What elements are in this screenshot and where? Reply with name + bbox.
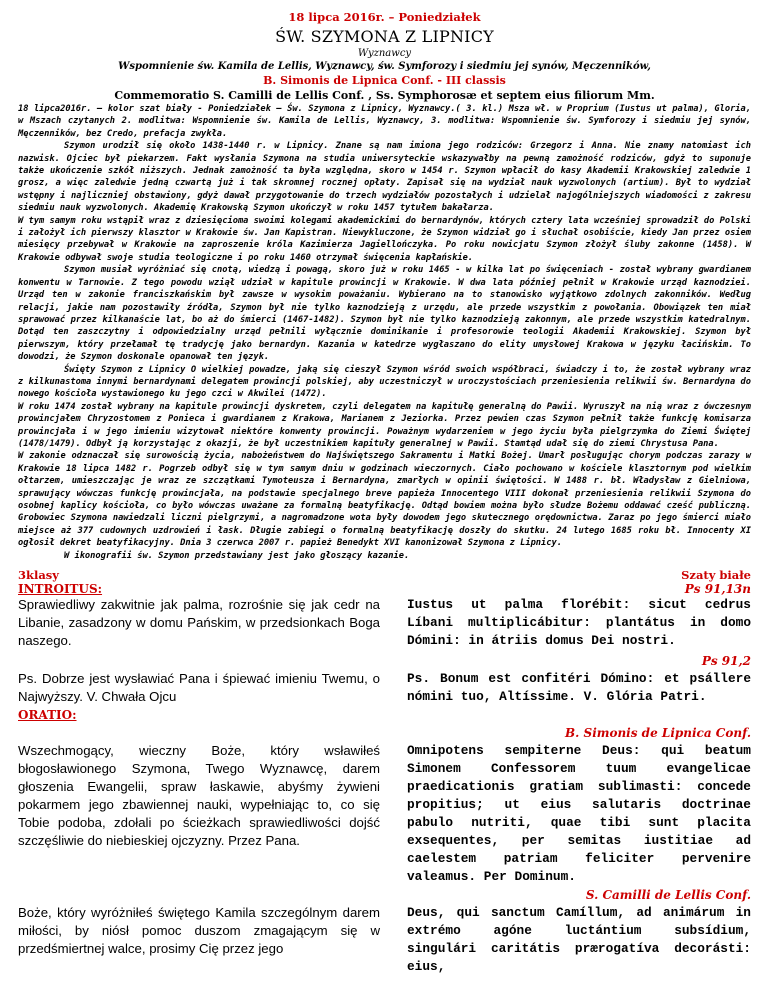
introitus-latin: Iustus ut palma florébit: sicut cedrus Líbani multiplicábitur: plantátus in domo Dómini: in átriis domus Dei nostri. <box>407 597 751 649</box>
introitus-heading: INTROITUS: <box>18 582 103 597</box>
psalm-block <box>18 652 751 724</box>
psalm-polish: Ps. Dobrze jest wysławiać Pana i śpiewać imieniu Twemu, o Najwyższy. V. Chwała Ojcu <box>18 671 380 705</box>
introitus-polish: Sprawiedliwy zakwitnie jak palma, rozrośnie się jak cedr na Libanie, zasadzony w domu Pańskim, w przedsionkach Boga naszego. <box>18 597 380 649</box>
class-row <box>18 568 751 582</box>
oratio1-polish: Wszechmogący, wieczny Boże, który wsławiłeś błogosławionego Szymona, Twego Wyznawcę, darem głoszenia Ewangelii, spraw łaskawie, abyśmy żywieni pokarmem jego zbawiennej nauki, wypełniając to, co się Tobie podoba, zdołali po ścieżkach sprawiedliwości dojść szczęśliwie do niebieskiej ojczyzny. Przez Pana. <box>18 743 380 849</box>
liturgical-date: 18 lipca 2016r. – Poniedziałek <box>288 10 481 24</box>
oratio2-polish: Boże, który wyróżniłeś świętego Kamila szczególnym darem miłości, by niósł pomoc duszom zmagającym się w przedśmiertnej walce, prosimy Cię przez jego <box>18 905 380 957</box>
vestments-label: Szaty białe <box>681 568 751 583</box>
bio-paragraph: Szymon urodził się około 1438-1440 r. w Lipnicy. Znane są nam imiona jego rodziców: Grzegorz i Anna. Nie znamy natomiast ich nazwisk. Ojciec był piekarzem. Fakt wysłania Szymona na studia uniwersyteckie wskazywałby na pewną zamożność rodziców, gdyż to suponuje także ukończenie szkół niższych. Jednak zamożność ta była względna, skoro w 1454 r. Szymon wpłacił do kasy Akademii Krakowskiej zaledwie 1 grosz, a więc zaledwie jedną czwartą już i tak skromnej rocznej opłaty. Zapisał się na wydział nauk wyzwolonych (artium). Był to wydział wstępny i najliczniej obstawiony, gdyż dawał przygotowanie do trzech wydziałów pozostałych i udzielał najogólniejszych wiadomości z zakresu siedmiu nauk wyzwolonych. Akademię Krakowską Szymon ukończył w roku 1457 tytułem bakałarza. <box>18 141 751 214</box>
feast-latin-red: B. Simonis de Lipnica Conf. - III classis <box>263 74 506 87</box>
oratio-block-1 <box>18 724 751 886</box>
oratio2-reference: S. Camilli de Lellis Conf. <box>585 888 751 903</box>
oratio-block-2 <box>18 886 751 976</box>
psalm-latin: Ps. Bonum est confitéri Dómino: et psállere nómini tuo, Altíssime. V. Glória Patri. <box>407 671 751 705</box>
commemoration-polish: Wspomnienie św. Kamila de Lellis, Wyznawcy, św. Symforozy i siedmiu jej synów, Męczenników, <box>118 61 651 72</box>
introitus-heading-row <box>18 582 751 596</box>
introitus-reference: Ps 91,13n <box>684 582 751 597</box>
oratio1-reference: B. Simonis de Lipnica Conf. <box>565 726 751 741</box>
commemoration-latin: Commemoratio S. Camilli de Lellis Conf. , Ss. Symphorosæ et septem eius filiorum Mm. <box>114 89 655 102</box>
oratio2-latin: Deus, qui sanctum Camíllum, ad animárum in extrémo agóne luctántium subsídium, singulári caritátis prærogatíva decorásti: eius, <box>407 905 751 975</box>
oratio1-latin: Omnipotens sempiterne Deus: qui beatum Simonem Confessorem tuum evangelicae praedicationis gratiam sublimasti: concede propitius; ut eius salutaris doctrinae pabulo nutriti, quae tibi sunt placita exsequentes, per semitas iustitiae ad caelestem patriam feliciter pervenire valeamus. Per Dominum. <box>407 743 751 885</box>
oratio1-polish-wrap <box>18 724 380 886</box>
saint-rank: Wyznawcy <box>357 48 412 59</box>
saint-title: ŚW. SZYMONA Z LIPNICY <box>275 27 494 46</box>
bio-paragraph: 18 lipca2016r. – kolor szat biały - Poniedziałek – Św. Szymona z Lipnicy, Wyznawcy.( 3. kl.) Msza wł. w Proprium (Iustus ut palma), Gloria, w Mszach czytanych 2. modlitwa: Wspomnienie św. Kamila de Lellis, Wyznawcy, 3. modlitwa: Wspomnienie św. Symforozy i siedmiu jej synów, Męczenników, bez Credo, prefacja zwykła. <box>18 104 751 139</box>
bio-paragraph: W zakonie odznaczał się surowością życia, nabożeństwem do Najświętszego Sakramentu i Matki Bożej. Umarł posługując chorym podczas zarazy w Krakowie 18 lipca 1482 r. Pogrzeb odbył się w tym samym dniu w godzinach wieczornych. Ciało pochowano w kościele klasztornym pod wielkim ołtarzem, umieszczając je wraz ze szczątkami Tymoteusza i Bernardyna, zmarłych w opinii świętości. W 1488 r. bł. Władysław z Gielniowa, sprawujący wówczas funkcję prowincjała, na podstawie specjalnego breve papieża Innocentego VIII dokonał przeniesienia relikwii Szymona do osobnej kaplicy kościoła, co było wówczas uważane za formalną beatyfikację. Odtąd bowiem można było słudze Bożemu oddawać cześć publiczną. Grobowiec Szymona nawiedzali liczni pielgrzymi, a nagromadzone wota były dowodem jego skutecznego orędownictwa. Zaraz po jego śmierci miało miejsce aż 377 cudownych uzdrowień i łask. Długie zabiegi o formalną beatyfikację doszły do skutku. 24 lutego 1685 roku bł. Innocenty XI ogłosił dekret beatyfikacyjny. Dnia 3 czerwca 2007 r. papież Benedykt XVI kanonizował Szymona z Lipnicy. <box>18 451 751 549</box>
bio-paragraph: W roku 1474 został wybrany na kapitule prowincji dyskretem, czyli delegatem na kapitułę generalną do Pawii. Wyruszył na nią wraz z ówczesnym prowincjałem Chryzostomem z Ponieca i gwardianem z Krakowa, Marianem z Jeziorka. Przez pewien czas Szymon pełnił także funkcję komisarza prowincjała i w jego imieniu wizytował niektóre konwenty prowincji. Poważnym wydarzeniem w jego życiu była pielgrzymka do Ziemi Świętej (1478/1479). Odbył ją korzystając z okazji, że był uczestnikiem kapituły generalnej w Pawii. Stamtąd udał się do ziemi Chrystusa Pana. <box>18 401 751 449</box>
class-label: 3klasy <box>18 568 59 583</box>
introitus-block <box>18 596 751 650</box>
psalm-reference: Ps 91,2 <box>701 654 751 669</box>
oratio2-latin-wrap <box>407 886 751 976</box>
psalm-latin-wrap <box>407 652 751 724</box>
biography <box>18 103 751 562</box>
bio-paragraph: Szymon musiał wyróżniać się cnotą, wiedzą i powagą, skoro już w roku 1465 - w kilka lat po święceniach - został wybrany gwardianem konwentu w Tarnowie. Z tego powodu wziął udział w kapitule prowincji w Krakowie. W dwa lata później pełnił w Krakowie urząd kaznodziei. Urząd ten w zakonie franciszkańskim był zawsze w wysokim poważaniu. Wybierano na to stanowisko wyjątkowo zdolnych zakonników. Według relacji, jakie nam pozostawiły źródła, Szymon był nie tylko kaznodzieją z urzędu, ale przede wszystkim z powołania. Obowiązek ten miał sprawować przez kilkanaście lat, bo aż do śmierci (1467-1482). Szymon był nie tylko kaznodzieją zakonnym, ale przede wszystkim katedralnym. Dotąd ten zaszczytny i odpowiedzialny urząd pełnili wyłącznie dominikanie i profesorowie teologii Akademii Krakowskiej. Szymon był pierwszym, który przełamał tę tradycję jako bernardyn. Kazania w katedrze wygłaszano do elity umysłowej Krakowa w języku łacińskim. To dowodzi, że Szymon doskonale opanował ten język. <box>18 265 751 363</box>
bio-paragraph: W tym samym roku wstąpił wraz z dziesięcioma swoimi kolegami akademickimi do bernardynów, których cztery lata wcześniej sprowadził do Polski i założył ich pierwszy klasztor w Krakowie św. Jan Kapistran. Niewykluczone, że Szymon widział go i słuchał osobiście, kiedy Jan przez osiem miesięcy przebywał w Krakowie na zaproszenie króla Kazimierza Jagiellończyka. Po roku nowicjatu Szymon złożył śluby zakonne (1458). W Krakowie odbywał swoje studia teologiczne i po roku 1460 otrzymał święcenia kapłańskie. <box>18 215 751 263</box>
bio-paragraph: Święty Szymon z Lipnicy O wielkiej powadze, jaką się cieszył Szymon wśród swoich współbraci, świadczy i to, że został wybrany wraz z kilkunastoma innymi bernardynami delegatem prowincji polskiej, aby uczestniczył w uroczystościach przeniesienia relikwii św. Bernardyna do nowego kościoła wystawionego ku jego czci w Akwilei (1472). <box>18 364 751 400</box>
oratio2-polish-wrap <box>18 886 380 976</box>
oratio1-latin-wrap <box>407 724 751 886</box>
document-page <box>18 6 751 976</box>
oratio-heading: ORATIO: <box>18 708 77 723</box>
bio-paragraph: W ikonografii św. Szymon przedstawiany jest jako głoszący kazanie. <box>64 550 410 561</box>
psalm-polish-wrap <box>18 652 380 724</box>
